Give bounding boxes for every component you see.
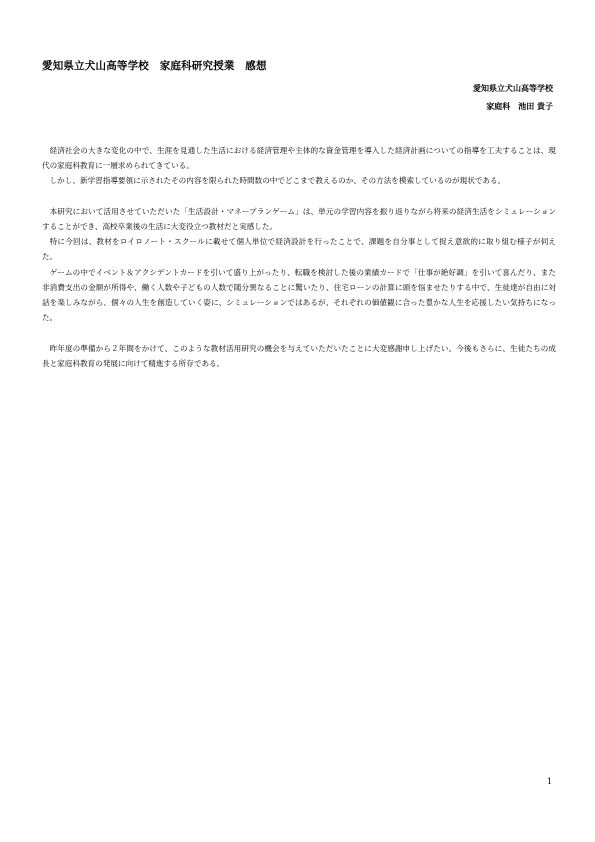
paragraph-gap xyxy=(42,189,556,204)
paragraph-1: 経済社会の大きな変化の中で、生涯を見通した生活における経済管理や主体的な資金管理を導入した経済計画についての指導を工夫することは、現代の家庭科教育に一層求められてきている。 xyxy=(42,146,556,171)
paragraph-2: しかし、新学習指導要領に示されたその内容を限られた時間数の中でどこまで教えるのか、その方法を模索しているのが現状である。 xyxy=(49,176,506,186)
author-block xyxy=(473,80,553,116)
paragraph-3: 本研究において活用させていただいた「生活設計・マネープランゲーム」は、単元の学習内容を振り返りながら将来の経済生活をシミュレーションすることができ、高校卒業後の生活に大変役立つ教材だと実感した。 xyxy=(42,206,556,231)
paragraph-6: 昨年度の準備から２年間をかけて、このような教材活用研究の機会を与えていただいたことに大変感謝申し上げたい。今後もさらに、生徒たちの成長と家庭科教育の発展に向けて精進する所存である。 xyxy=(42,343,556,368)
page-number: 1 xyxy=(547,777,553,786)
body-text xyxy=(42,143,556,371)
author-name: 家庭科 池田 貴子 xyxy=(486,102,553,111)
paragraph-5: ゲームの中でイベント＆アクシデントカードを引いて盛り上がったり、転職を検討した後の業績カードで「仕事が絶好調」を引いて喜んだり、また非消費支出の金額が所得や、働く人数や子どもの人数で随分異なることに驚いたり、住宅ローンの計算に頭を悩ませたりする中で、生徒達が自由に対話を楽しみながら、個々の人生を創造していく姿に、シミュレーションではあるが、それぞれの価値観に合った豊かな人生を応援したい気持ちになった。 xyxy=(42,267,556,323)
school-name: 愛知県立犬山高等学校 xyxy=(473,84,553,93)
paragraph-4: 特に今回は、教材をロイロノート・スクールに載せて個人単位で経済設計を行ったことで、課題を自分事として捉え意欲的に取り組む様子が伺えた。 xyxy=(42,237,556,262)
paragraph-gap xyxy=(42,325,556,340)
document-title: 愛知県立犬山高等学校 家庭科研究授業 感想 xyxy=(42,60,267,72)
